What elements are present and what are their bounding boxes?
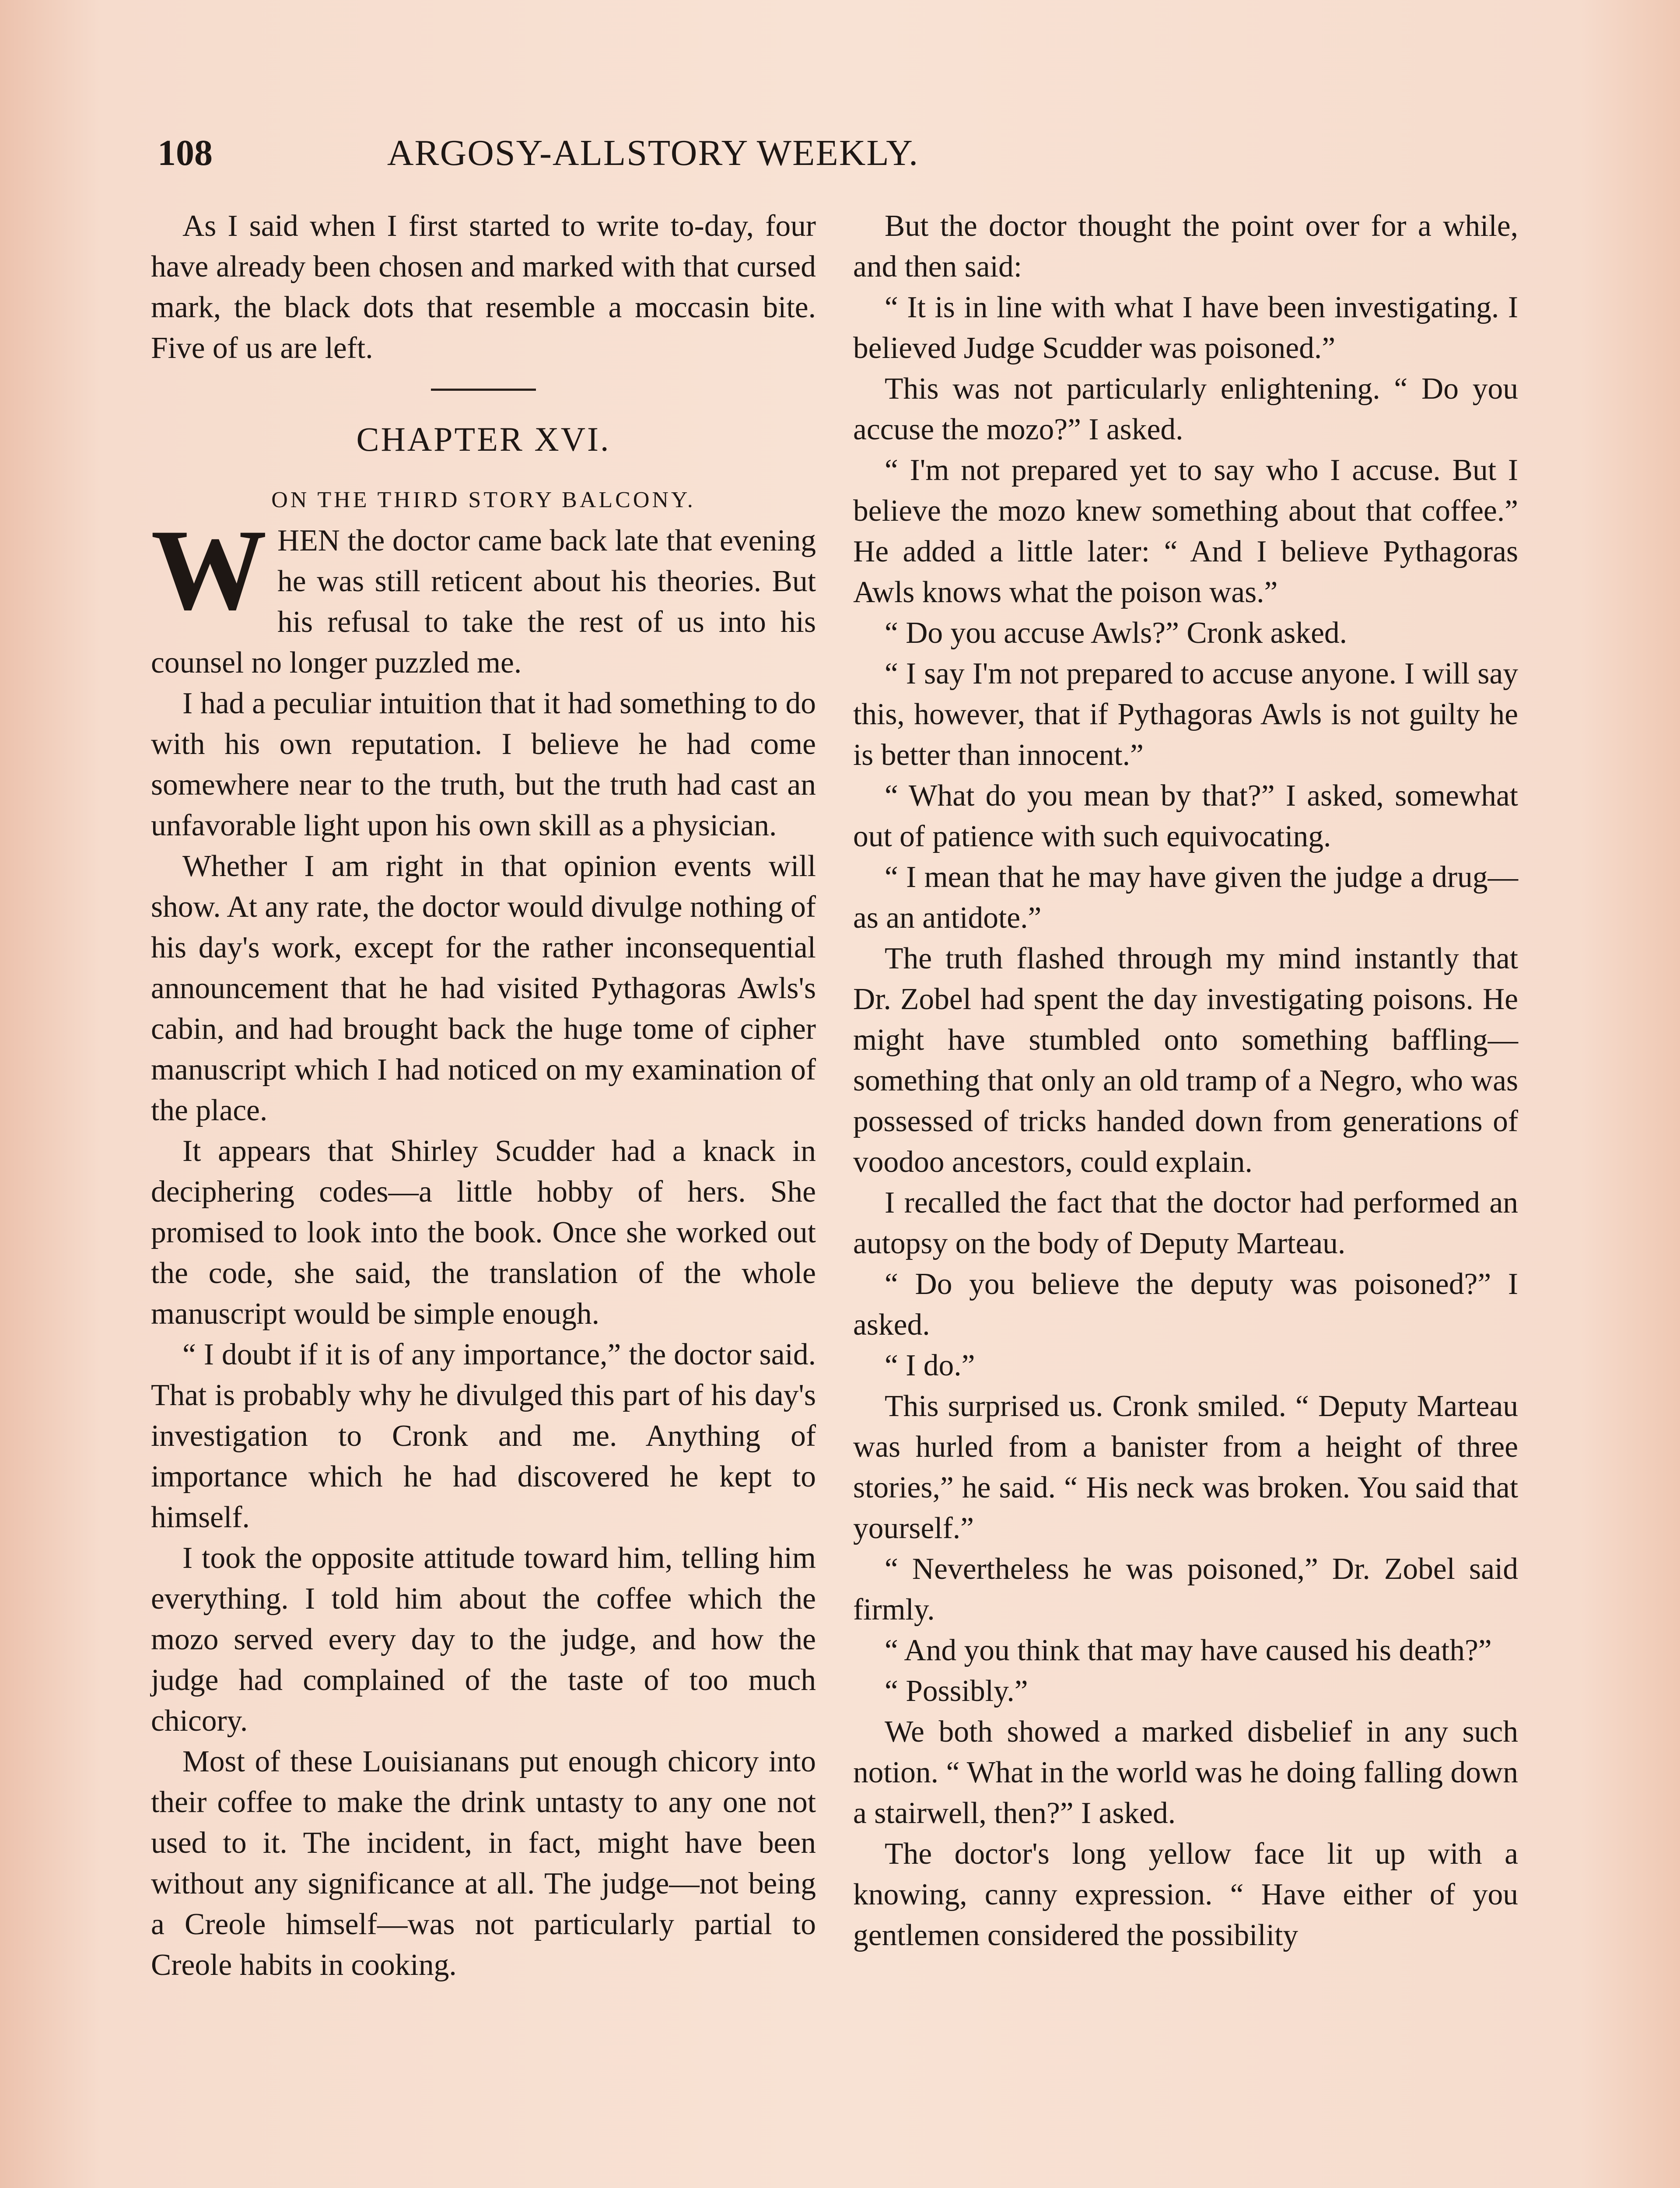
paragraph: “ It is in line with what I have been investigating. I believed Judge Scudder was poisoned.”: [853, 291, 1518, 365]
paragraph: “ And you think that may have caused his death?”: [885, 1634, 1492, 1667]
paragraph: I had a peculiar intuition that it had something to do with his own reputation. I believe he had come somewhere near to the truth, but the truth had cast an unfavorable light upon his own skill as a physician.: [151, 687, 816, 842]
paragraph: “ I mean that he may have given the judge a drug—as an antidote.”: [853, 860, 1518, 935]
paragraph: But the doctor thought the point over for a while, and then said:: [853, 209, 1518, 284]
paragraph: “ Possibly.”: [885, 1674, 1028, 1708]
paragraph: “ I do.”: [885, 1349, 975, 1382]
paragraph: “ I say I'm not prepared to accuse anyone. I will say this, however, that if Pythagoras Awls is not guilty he is better than innocent.”: [853, 657, 1518, 772]
paragraph: As I said when I first started to write to-day, four have already been chosen and marked with that cursed mark, the black dots that resemble a moccasin bite. Five of us are left.: [151, 209, 816, 365]
paragraph: “ I doubt if it is of any importance,” the doctor said. That is probably why he divulged this part of his day's investigation to Cronk and me. Anything of importance which he had discovered he kept to himself.: [151, 1338, 816, 1534]
paragraph: “ Do you accuse Awls?” Cronk asked.: [885, 616, 1348, 650]
running-title: ARGOSY-ALLSTORY WEEKLY.: [387, 133, 919, 173]
paragraph: “ I'm not prepared yet to say who I accuse. But I believe the mozo knew something about that coffee.” He added a little later: “ And I believe Pythagoras Awls knows what the poison was.”: [853, 453, 1518, 609]
paragraph: I recalled the fact that the doctor had performed an autopsy on the body of Deputy Marteau.: [853, 1186, 1518, 1260]
paragraph: “ What do you mean by that?” I asked, somewhat out of patience with such equivocating.: [853, 779, 1518, 853]
left-column: [151, 206, 816, 1985]
opening-paragraph-text: HEN the doctor came back late that evening he was still reticent about his theories. But his refusal to take the rest of us into his counsel no longer puzzled me.: [151, 524, 816, 680]
paragraph: “ Do you believe the deputy was poisoned?” I asked.: [853, 1267, 1518, 1342]
opening-paragraph: [151, 506, 816, 683]
drop-cap: W: [151, 506, 267, 634]
page-header: [158, 125, 1148, 182]
section-divider: [431, 389, 536, 391]
page-number: 108: [158, 133, 213, 173]
chapter-subtitle: ON THE THIRD STORY BALCONY.: [271, 487, 696, 512]
paragraph: Most of these Louisianans put enough chicory into their coffee to make the drink untasty to any one not used to it. The incident, in fact, might have been without any significance at all. The judge—not being a Creole himself—was not particularly partial to Creole habits in cooking.: [151, 1745, 816, 1982]
paragraph: This was not particularly enlightening. “ Do you accuse the mozo?” I asked.: [853, 372, 1518, 446]
paragraph: The doctor's long yellow face lit up with a knowing, canny expression. “ Have either of you gentlemen considered the possibility: [853, 1837, 1518, 1952]
right-column: [853, 206, 1518, 1956]
paragraph: Whether I am right in that opinion events will show. At any rate, the doctor would divulge nothing of his day's work, except for the rather inconsequential announcement that he had visited Pythagoras Awls's cabin, and had brought back the huge tome of cipher manuscript which I had noticed on my examination of the place.: [151, 849, 816, 1127]
paragraph: We both showed a marked disbelief in any such notion. “ What in the world was he doing falling down a stairwell, then?” I asked.: [853, 1715, 1518, 1830]
paragraph: The truth flashed through my mind instantly that Dr. Zobel had spent the day investigating poisons. He might have stumbled onto something baffling—something that only an old tramp of a Negro, who was possessed of tricks handed down from generations of voodoo ancestors, could explain.: [853, 942, 1518, 1179]
paragraph: It appears that Shirley Scudder had a knack in deciphering codes—a little hobby of hers. She promised to look into the book. Once she worked out the code, she said, the translation of the whole manuscript would be simple enough.: [151, 1134, 816, 1331]
paragraph: “ Nevertheless he was poisoned,” Dr. Zobel said firmly.: [853, 1552, 1518, 1627]
paragraph: This surprised us. Cronk smiled. “ Deputy Marteau was hurled from a banister from a height of three stories,” he said. “ His neck was broken. You said that yourself.”: [853, 1389, 1518, 1545]
paragraph: I took the opposite attitude toward him, telling him everything. I told him about the coffee which the mozo served every day to the judge, and how the judge had complained of the taste of too much chicory.: [151, 1541, 816, 1738]
chapter-title: CHAPTER XVI.: [356, 420, 611, 458]
